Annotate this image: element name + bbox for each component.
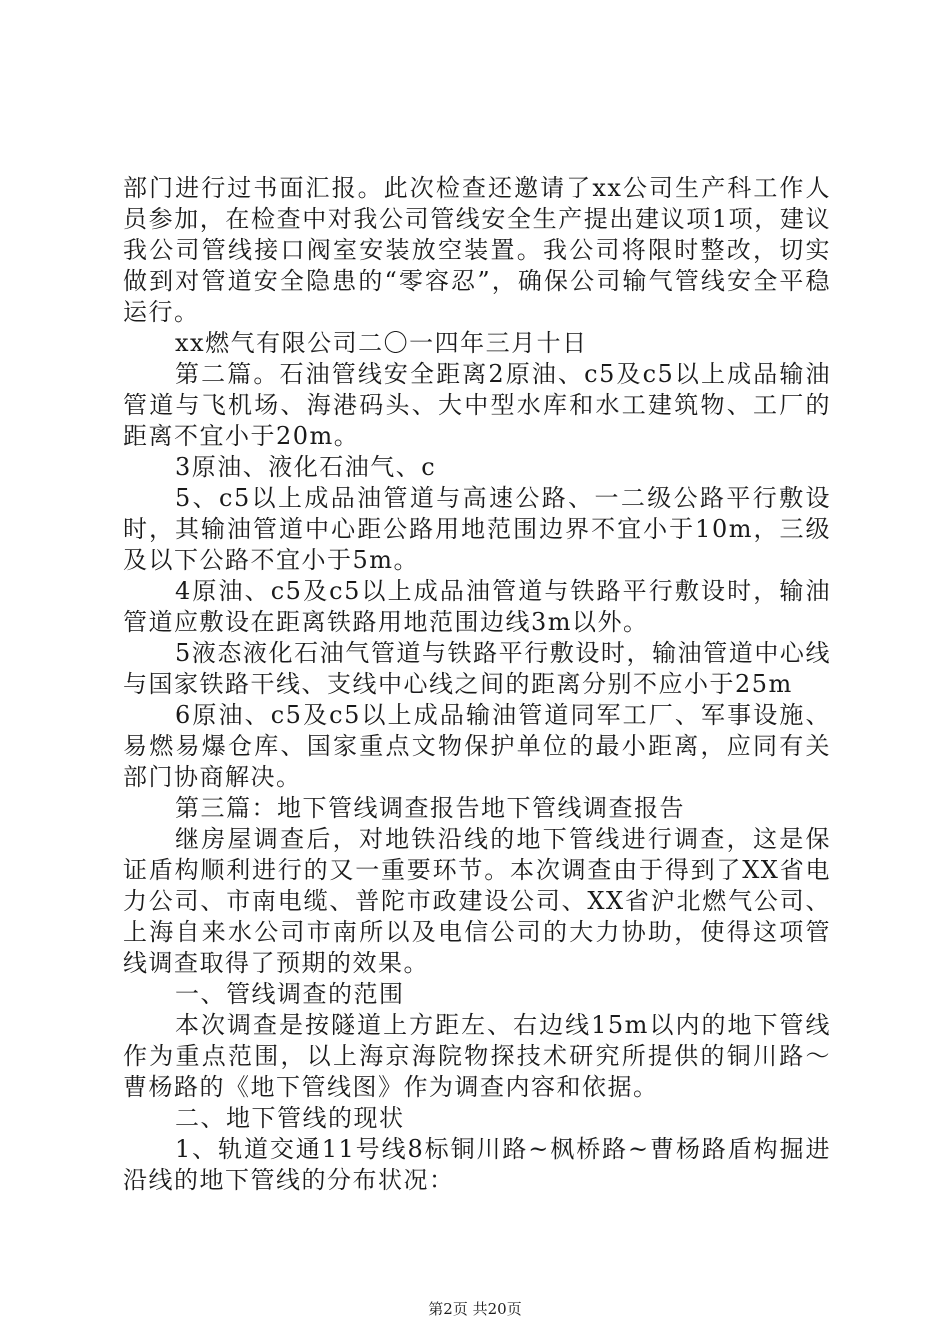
section-heading: 第三篇：地下管线调查报告地下管线调查报告 bbox=[175, 794, 685, 822]
subsection-heading: 一、管线调查的范围 bbox=[175, 980, 405, 1008]
paragraph: 5、c5以上成品油管道与高速公路、一二级公路平行敷设时，其输油管道中心距公路用地范围边界不宜小于10m，三级及以下公路不宜小于5m。 bbox=[123, 484, 831, 574]
paragraph: 继房屋调查后，对地铁沿线的地下管线进行调查，这是保证盾构顺利进行的又一重要环节。本次调查由于得到了XX省电力公司、市南电缆、普陀市政建设公司、XX省沪北燃气公司、上海自来水公司市南所以及电信公司的大力协助，使得这项管线调查取得了预期的效果。 bbox=[123, 825, 831, 977]
paragraph: 4原油、c5及c5以上成品油管道与铁路平行敷设时，输油管道应敷设在距离铁路用地范围边线3m以外。 bbox=[123, 577, 831, 636]
paragraph: 1、轨道交通11号线8标铜川路~枫桥路~曹杨路盾构掘进沿线的地下管线的分布状况： bbox=[123, 1135, 831, 1194]
paragraph: 本次调查是按隧道上方距左、右边线15m以内的地下管线作为重点范围，以上海京海院物探技术研究所提供的铜川路～曹杨路的《地下管线图》作为调查内容和依据。 bbox=[123, 1011, 831, 1101]
paragraph: 部门进行过书面汇报。此次检查还邀请了xx公司生产科工作人员参加，在检查中对我公司管线安全生产提出建议项1项，建议我公司管线接口阀室安装放空装置。我公司将限时整改，切实做到对管道安全隐患的“零容忍”，确保公司输气管线安全平稳运行。 bbox=[123, 174, 831, 326]
paragraph: 3原油、液化石油气、c bbox=[175, 453, 437, 481]
paragraph: xx燃气有限公司二〇一四年三月十日 bbox=[175, 329, 588, 357]
paragraph: 第二篇。石油管线安全距离2原油、c5及c5以上成品输油管道与飞机场、海港码头、大中型水库和水工建筑物、工厂的距离不宜小于20m。 bbox=[123, 360, 831, 450]
paragraph: 5液态液化石油气管道与铁路平行敷设时，输油管道中心线与国家铁路干线、支线中心线之间的距离分别不应小于25m bbox=[123, 639, 831, 698]
document-body bbox=[123, 173, 831, 1196]
subsection-heading: 二、地下管线的现状 bbox=[175, 1104, 405, 1132]
paragraph: 6原油、c5及c5以上成品输油管道同军工厂、军事设施、易燃易爆仓库、国家重点文物保护单位的最小距离，应同有关部门协商解决。 bbox=[123, 701, 831, 791]
page-number-footer: 第2页 共20页 bbox=[428, 1300, 522, 1318]
